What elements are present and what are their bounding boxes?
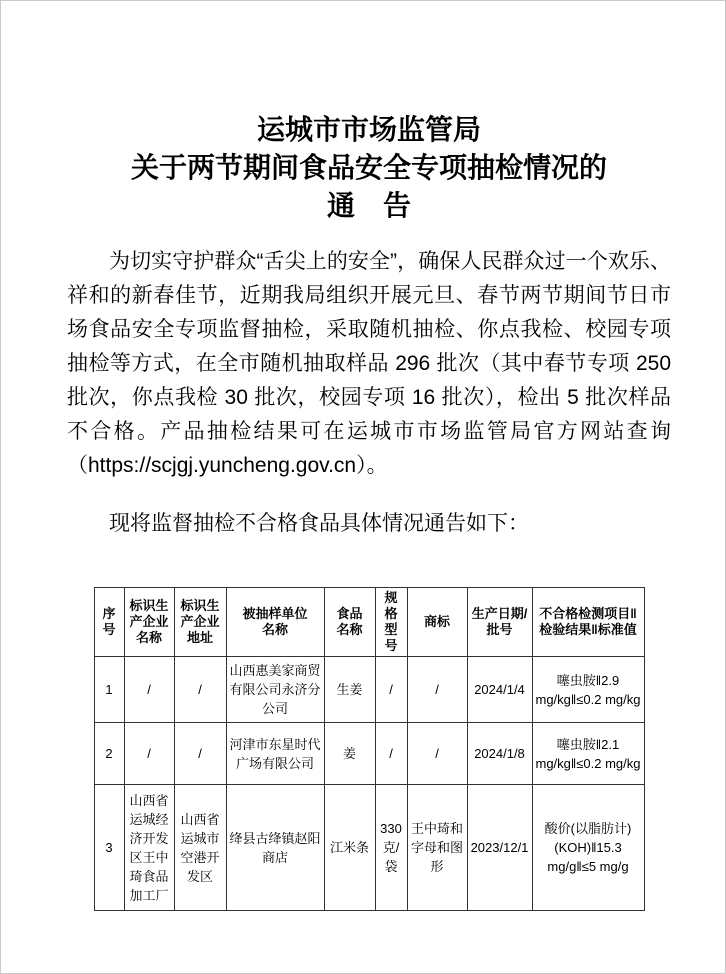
table-lead-in-paragraph: 现将监督抽检不合格食品具体情况通告如下： bbox=[109, 512, 529, 535]
cell-producer-name: 山西省运城经济开发区王中琦食品加工厂 bbox=[124, 785, 174, 911]
document-title bbox=[67, 111, 671, 225]
cell-producer-name: / bbox=[124, 657, 174, 723]
title-line-2: 关于两节期间食品安全专项抽检情况的 bbox=[130, 152, 607, 183]
table-row bbox=[94, 723, 644, 785]
header-production-date: 生产日期/批号 bbox=[467, 588, 532, 657]
cell-food-name: 姜 bbox=[324, 723, 375, 785]
header-food-name: 食品名称 bbox=[324, 588, 375, 657]
title-line-3: 通 告 bbox=[326, 190, 411, 221]
header-trademark: 商标 bbox=[407, 588, 467, 657]
cell-sampled-unit: 绛县古绛镇赵阳商店 bbox=[226, 785, 324, 911]
cell-serial: 3 bbox=[94, 785, 124, 911]
header-noncompliance-item: 不合格检测项目‖检验结果‖标准值 bbox=[532, 588, 644, 657]
cell-serial: 2 bbox=[94, 723, 124, 785]
cell-trademark: 王中琦和字母和图形 bbox=[407, 785, 467, 911]
cell-producer-name: / bbox=[124, 723, 174, 785]
cell-food-name: 江米条 bbox=[324, 785, 375, 911]
cell-producer-address: 山西省运城市空港开发区 bbox=[174, 785, 226, 911]
noncompliant-food-table bbox=[94, 587, 645, 911]
cell-noncompliance: 酸价(以脂肪计)(KOH)‖15.3 mg/g‖≤5 mg/g bbox=[532, 785, 644, 911]
cell-serial: 1 bbox=[94, 657, 124, 723]
table-header-row bbox=[94, 588, 644, 657]
cell-sampled-unit: 河津市东星时代广场有限公司 bbox=[226, 723, 324, 785]
cell-producer-address: / bbox=[174, 657, 226, 723]
header-sampled-unit: 被抽样单位名称 bbox=[226, 588, 324, 657]
cell-food-name: 生姜 bbox=[324, 657, 375, 723]
header-producer-address: 标识生产企业地址 bbox=[174, 588, 226, 657]
header-spec-model: 规格型号 bbox=[375, 588, 407, 657]
header-serial-number: 序号 bbox=[94, 588, 124, 657]
table-row bbox=[94, 785, 644, 911]
header-producer-name: 标识生产企业名称 bbox=[124, 588, 174, 657]
cell-production-date: 2023/12/1 bbox=[467, 785, 532, 911]
table-row bbox=[94, 657, 644, 723]
cell-spec: 330克/袋 bbox=[375, 785, 407, 911]
cell-spec: / bbox=[375, 657, 407, 723]
cell-trademark: / bbox=[407, 723, 467, 785]
cell-production-date: 2024/1/4 bbox=[467, 657, 532, 723]
cell-sampled-unit: 山西惠美家商贸有限公司永济分公司 bbox=[226, 657, 324, 723]
intro-paragraph: 为切实守护群众“舌尖上的安全”，确保人民群众过一个欢乐、祥和的新春佳节，近期我局组织开展元旦、春节两节期间节日市场食品安全专项监督抽检，采取随机抽检、你点我检、校园专项抽检等方式，在全市随机抽取样品 296 批次（其中春节专项 250 批次，你点我检 30 批次，校园专项 16 批次），检出 5 批次样品不合格。产品抽检结果可在运城市市场监管局官方网站查询（https://scjgj.yuncheng.gov.cn）。 bbox=[67, 250, 671, 477]
cell-production-date: 2024/1/8 bbox=[467, 723, 532, 785]
cell-noncompliance: 噻虫胺‖2.1 mg/kg‖≤0.2 mg/kg bbox=[532, 723, 644, 785]
cell-trademark: / bbox=[407, 657, 467, 723]
title-line-1: 运城市市场监管局 bbox=[256, 114, 481, 145]
cell-producer-address: / bbox=[174, 723, 226, 785]
cell-noncompliance: 噻虫胺‖2.9 mg/kg‖≤0.2 mg/kg bbox=[532, 657, 644, 723]
cell-spec: / bbox=[375, 723, 407, 785]
